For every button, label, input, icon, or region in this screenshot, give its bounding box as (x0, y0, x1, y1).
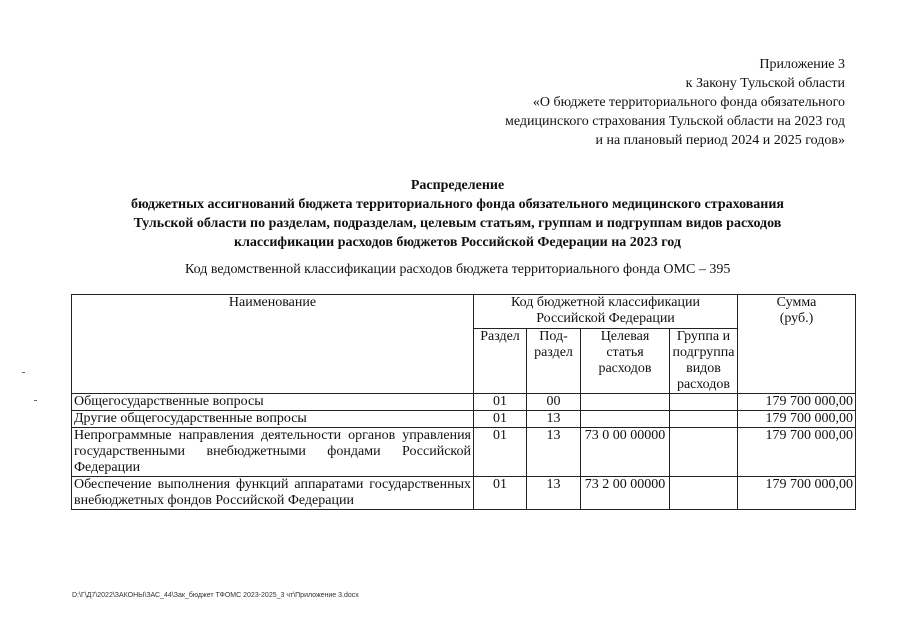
row-subsection: 00 (527, 394, 581, 411)
row-group (670, 394, 738, 411)
table-row (72, 428, 856, 477)
row-name: Обеспечение выполнения функций аппаратами государственных внебюджетных фондов Российской Федерации (72, 477, 474, 510)
table-header-row (72, 295, 856, 329)
row-sum: 179 700 000,00 (738, 411, 856, 428)
row-name: Непрограммные направления деятельности органов управления государственными внебюджетными фондами Российской Федерации (72, 428, 474, 477)
header-name: Наименование (72, 295, 474, 394)
row-group (670, 411, 738, 428)
row-sum: 179 700 000,00 (738, 428, 856, 477)
header-target-article (581, 329, 670, 394)
row-section: 01 (474, 394, 527, 411)
appendix-line: Приложение 3 (759, 57, 845, 72)
header-sum (738, 295, 856, 394)
title-line: Тульской области по разделам, подразделам, целевым статьям, группам и подгруппам видов расходов (133, 216, 782, 231)
row-name: Другие общегосударственные вопросы (72, 411, 474, 428)
row-target (581, 411, 670, 428)
table-row (72, 411, 856, 428)
table-row (72, 477, 856, 510)
header-budget-classification: Код бюджетной классификации Российской Федерации (474, 295, 738, 329)
file-path-footer: D:\Г\Д7\2022\ЗАКОНЫ\ЗАС_44\Зак_бюджет ТФОМС 2023-2025_3 чт\Приложение 3.docx (72, 592, 359, 599)
appendix-line: и на плановый период 2024 и 2025 годов» (595, 133, 845, 148)
document-title (60, 176, 855, 252)
row-target: 73 0 00 00000 (581, 428, 670, 477)
row-subsection: 13 (527, 428, 581, 477)
header-subsection-label: Под-раздел (534, 329, 573, 360)
row-name: Общегосударственные вопросы (72, 394, 474, 411)
budget-table (71, 294, 856, 510)
header-section: Раздел (474, 329, 527, 394)
row-section: 01 (474, 411, 527, 428)
appendix-header (505, 55, 845, 150)
header-target-label: Целевая статья расходов (598, 329, 652, 376)
row-subsection: 13 (527, 477, 581, 510)
row-sum: 179 700 000,00 (738, 477, 856, 510)
header-group-label: Группа и подгруппа видов расходов (672, 329, 735, 392)
appendix-line: «О бюджете территориального фонда обязательного (532, 95, 845, 110)
department-code-line: Код ведомственной классификации расходов бюджета территориального фонда ОМС – 395 (185, 262, 731, 277)
row-sum: 179 700 000,00 (738, 394, 856, 411)
header-sum-label: Сумма (руб.) (776, 295, 817, 326)
title-line: бюджетных ассигнований бюджета территориального фонда обязательного медицинского страхования (130, 197, 784, 212)
row-section: 01 (474, 477, 527, 510)
appendix-line: к Закону Тульской области (685, 76, 845, 91)
title-line: классификации расходов бюджетов Российской Федерации на 2023 год (234, 235, 681, 250)
scan-artifact (22, 372, 25, 373)
row-group (670, 428, 738, 477)
row-section: 01 (474, 428, 527, 477)
title-line: Распределение (410, 178, 505, 193)
header-subsection (527, 329, 581, 394)
row-subsection: 13 (527, 411, 581, 428)
scan-artifact (34, 400, 37, 401)
appendix-line: медицинского страхования Тульской области на 2023 год (505, 114, 845, 129)
table-row (72, 394, 856, 411)
row-target: 73 2 00 00000 (581, 477, 670, 510)
header-expense-group (670, 329, 738, 394)
row-group (670, 477, 738, 510)
row-target (581, 394, 670, 411)
